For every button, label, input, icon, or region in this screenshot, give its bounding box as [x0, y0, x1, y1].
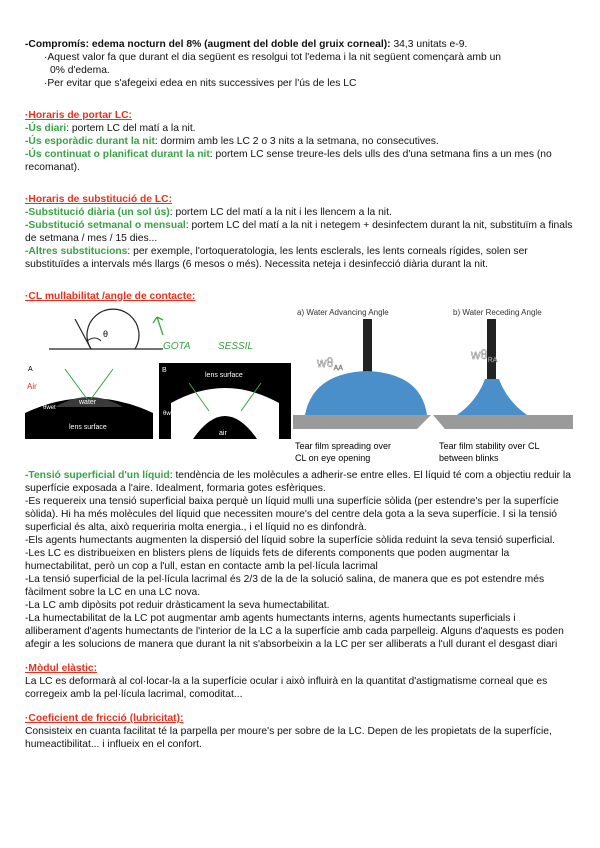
compromis-value: 34,3 unitats e-9. — [390, 39, 468, 50]
sketch-sessil-label: SESSIL — [218, 341, 254, 352]
receding-symbol: $w\theta_{RA}$ — [471, 347, 498, 364]
horaris-item-3-label: -Ús continuat o planificat durant la nit — [25, 149, 210, 160]
receding-angle-figure — [433, 305, 573, 471]
tensio-label: -Tensió superficial d'un líquid — [25, 470, 170, 481]
advancing-surface — [293, 415, 431, 429]
sketch-theta-label: θ — [103, 329, 109, 339]
sketch-arrow-icon — [153, 317, 163, 335]
substitucio-item-2-text: : portem LC del matí a la nit i netegem + desinfectem durant la nit, substituïm a finals de setmana / mes / 15 dies... — [25, 220, 573, 244]
modul-heading: ·Mòdul elàstic: — [25, 663, 98, 674]
tensio-line-6: -La humectabilitat de la LC pot augmentar amb agents humectants interns, agents humectants superficials i alliberament d'agents humectants de l'interior de la LC a la superfície amb cada parpelleig. Alguns d'aquests es poden afegir a les solucions de manera que durant la nit s'absorbeixin a la LC per ser alliberats a l'ull durant el desgast diari — [25, 613, 564, 650]
substitucio-item-2-label: -Substitució setmanal o mensual — [25, 220, 186, 231]
receding-needle — [487, 319, 496, 381]
horaris-item-2-text: : dormim amb les LC 2 o 3 nits a la setmana, no consecutives. — [154, 136, 439, 147]
figure-a-wetting — [25, 363, 153, 439]
fig-a-theta-label: θwet — [43, 405, 56, 411]
substitucio-item-3-label: -Altres substitucions — [25, 246, 128, 257]
sketch-angle-arc — [87, 338, 101, 341]
advancing-angle-figure — [293, 305, 431, 471]
advancing-needle — [363, 319, 372, 375]
substitucio-item-1-text: : portem LC del matí a la nit i les llencem a la nit. — [169, 207, 392, 218]
compromis-bullet-1b: 0% d'edema. — [50, 65, 110, 76]
substitucio-item-3-text: : per exemple, l'ortoqueratologia, les lents esclerals, les lents corneals rígides, solen ser substituïdes a intervals més llargs (6 mesos o més). Necessita neteja i desinfecció diària durant la nit. — [25, 246, 528, 270]
advancing-caption-1: Tear film spreading over — [295, 441, 392, 451]
receding-surface — [433, 415, 573, 429]
fig-a-tag: A — [28, 366, 33, 373]
tensio-line-3: -Les LC es distribueixen en blisters plens de líquids fets de diferents components que poden augmentar la humectabilitat, però un cop a l'ull, estan en contacte amb la pel·lícula lacrimal — [25, 548, 510, 572]
mullabilitat-heading: ·CL mullabilitat /angle de contacte: — [25, 291, 196, 302]
figure-b-wetting — [159, 363, 309, 439]
compromis-bullet-2: ·Per evitar que s'afegeixi edea en nits successives per l'ús de les LC — [44, 78, 357, 89]
fig-a-water-label: water — [79, 399, 97, 406]
compromis-line — [25, 38, 573, 51]
advancing-symbol: $w\theta_{AA}$ — [317, 355, 343, 372]
fig-b-theta-right: θwet — [259, 411, 272, 417]
tensio-text: : tendència de les molècules a adherir-se entre elles. El líquid té com a objectiu reduir la superfície exposada a l'aire. Idealment, formaria gotes esfèriques. — [25, 470, 571, 494]
substitucio-item-1 — [25, 206, 573, 219]
fig-b-air-label: air — [219, 430, 227, 437]
friccio-heading: ·Coeficient de fricció (lubricitat): — [25, 713, 184, 724]
horaris-item-3 — [25, 148, 573, 174]
horaris-item-1-label: -Ús diari — [25, 123, 67, 134]
substitucio-heading: ·Horaris de substitució de LC: — [25, 194, 173, 205]
compromis-title: -Compromís: edema nocturn del 8% (augment del doble del gruix corneal): — [25, 39, 391, 50]
sessile-drop-sketch — [43, 305, 273, 361]
sketch-tangent-line — [75, 319, 91, 349]
substitucio-item-3 — [25, 245, 573, 271]
advancing-drop — [305, 371, 427, 415]
horaris-item-1 — [25, 122, 573, 135]
tensio-line-4: -La tensió superficial de la pel·lícula lacrimal és 2/3 de la de la solució salina, de manera que es pot estendre més fàcilment sobre la LC en una LC nova. — [25, 574, 545, 598]
fig-b-tag: B — [162, 367, 167, 374]
horaris-item-2 — [25, 135, 573, 148]
fig-b-theta-left: θwet — [163, 411, 176, 417]
receding-caption-1: Tear film stability over CL — [439, 441, 540, 451]
substitucio-item-2 — [25, 219, 573, 245]
horaris-heading: ·Horaris de portar LC: — [25, 110, 132, 121]
tensio-line-5: -La LC amb dipòsits pot reduir dràsticament la seva humectabilitat. — [25, 600, 330, 611]
receding-caption-2: between blinks — [439, 453, 499, 463]
sketch-gota-label: GOTA — [163, 341, 191, 352]
receding-title: b) Water Receding Angle — [453, 308, 542, 317]
tensio-intro — [25, 469, 573, 495]
wettability-figures — [25, 305, 573, 471]
receding-drop — [457, 379, 527, 415]
advancing-title: a) Water Advancing Angle — [297, 308, 389, 317]
document-page — [25, 38, 573, 751]
modul-text: La LC es deformarà al col·locar-la a la superfície ocular i això influirà en la quantitat d'astigmatisme corneal que es corregeix amb la pel·lícula lacrimal, comoditat... — [25, 676, 548, 700]
substitucio-item-1-label: -Substitució diària (un sol ús) — [25, 207, 170, 218]
fig-b-lens-label: lens surface — [205, 372, 243, 379]
horaris-item-2-label: -Ús esporàdic durant la nit — [25, 136, 155, 147]
fig-a-lens-label: lens surface — [69, 424, 107, 431]
advancing-caption-2: CL on eye opening — [295, 453, 371, 463]
sketch-drop-outline — [87, 309, 139, 349]
tensio-line-2: -Els agents humectants augmenten la dispersió del líquid sobre la superfície sòlida reduint la seva tensió superficial. — [25, 535, 556, 546]
tensio-line-1: -Es requereix una tensió superficial baixa perquè un líquid mulli una superfície sòlida (per estendre's per la superfície sòlida). Hi ha més molècules del líquid que necessiten moure's del centre dela gota a la seva superfície. I si la tensió superficial és alta, això requeriria molta energia., i el líquid no es dinfondrà. — [25, 496, 559, 533]
friccio-text: Consisteix en cuanta facilitat té la parpella per moure's per sobre de la LC. Depen de les propietats de la superfície, humeactibilitat... i influeix en el confort. — [25, 726, 552, 750]
horaris-item-3-text: : portem LC sense treure-les dels ulls des d'una setmana fins a un mes (no recomanat). — [25, 149, 552, 173]
compromis-bullet-1a: ·Aquest valor fa que durant el dia següent es resolgui tot l'edema i la nit següent començarà amb un — [44, 52, 502, 63]
horaris-item-1-text: : portem LC del matí a la nit. — [66, 123, 196, 134]
fig-a-air-label: Air — [27, 382, 37, 391]
